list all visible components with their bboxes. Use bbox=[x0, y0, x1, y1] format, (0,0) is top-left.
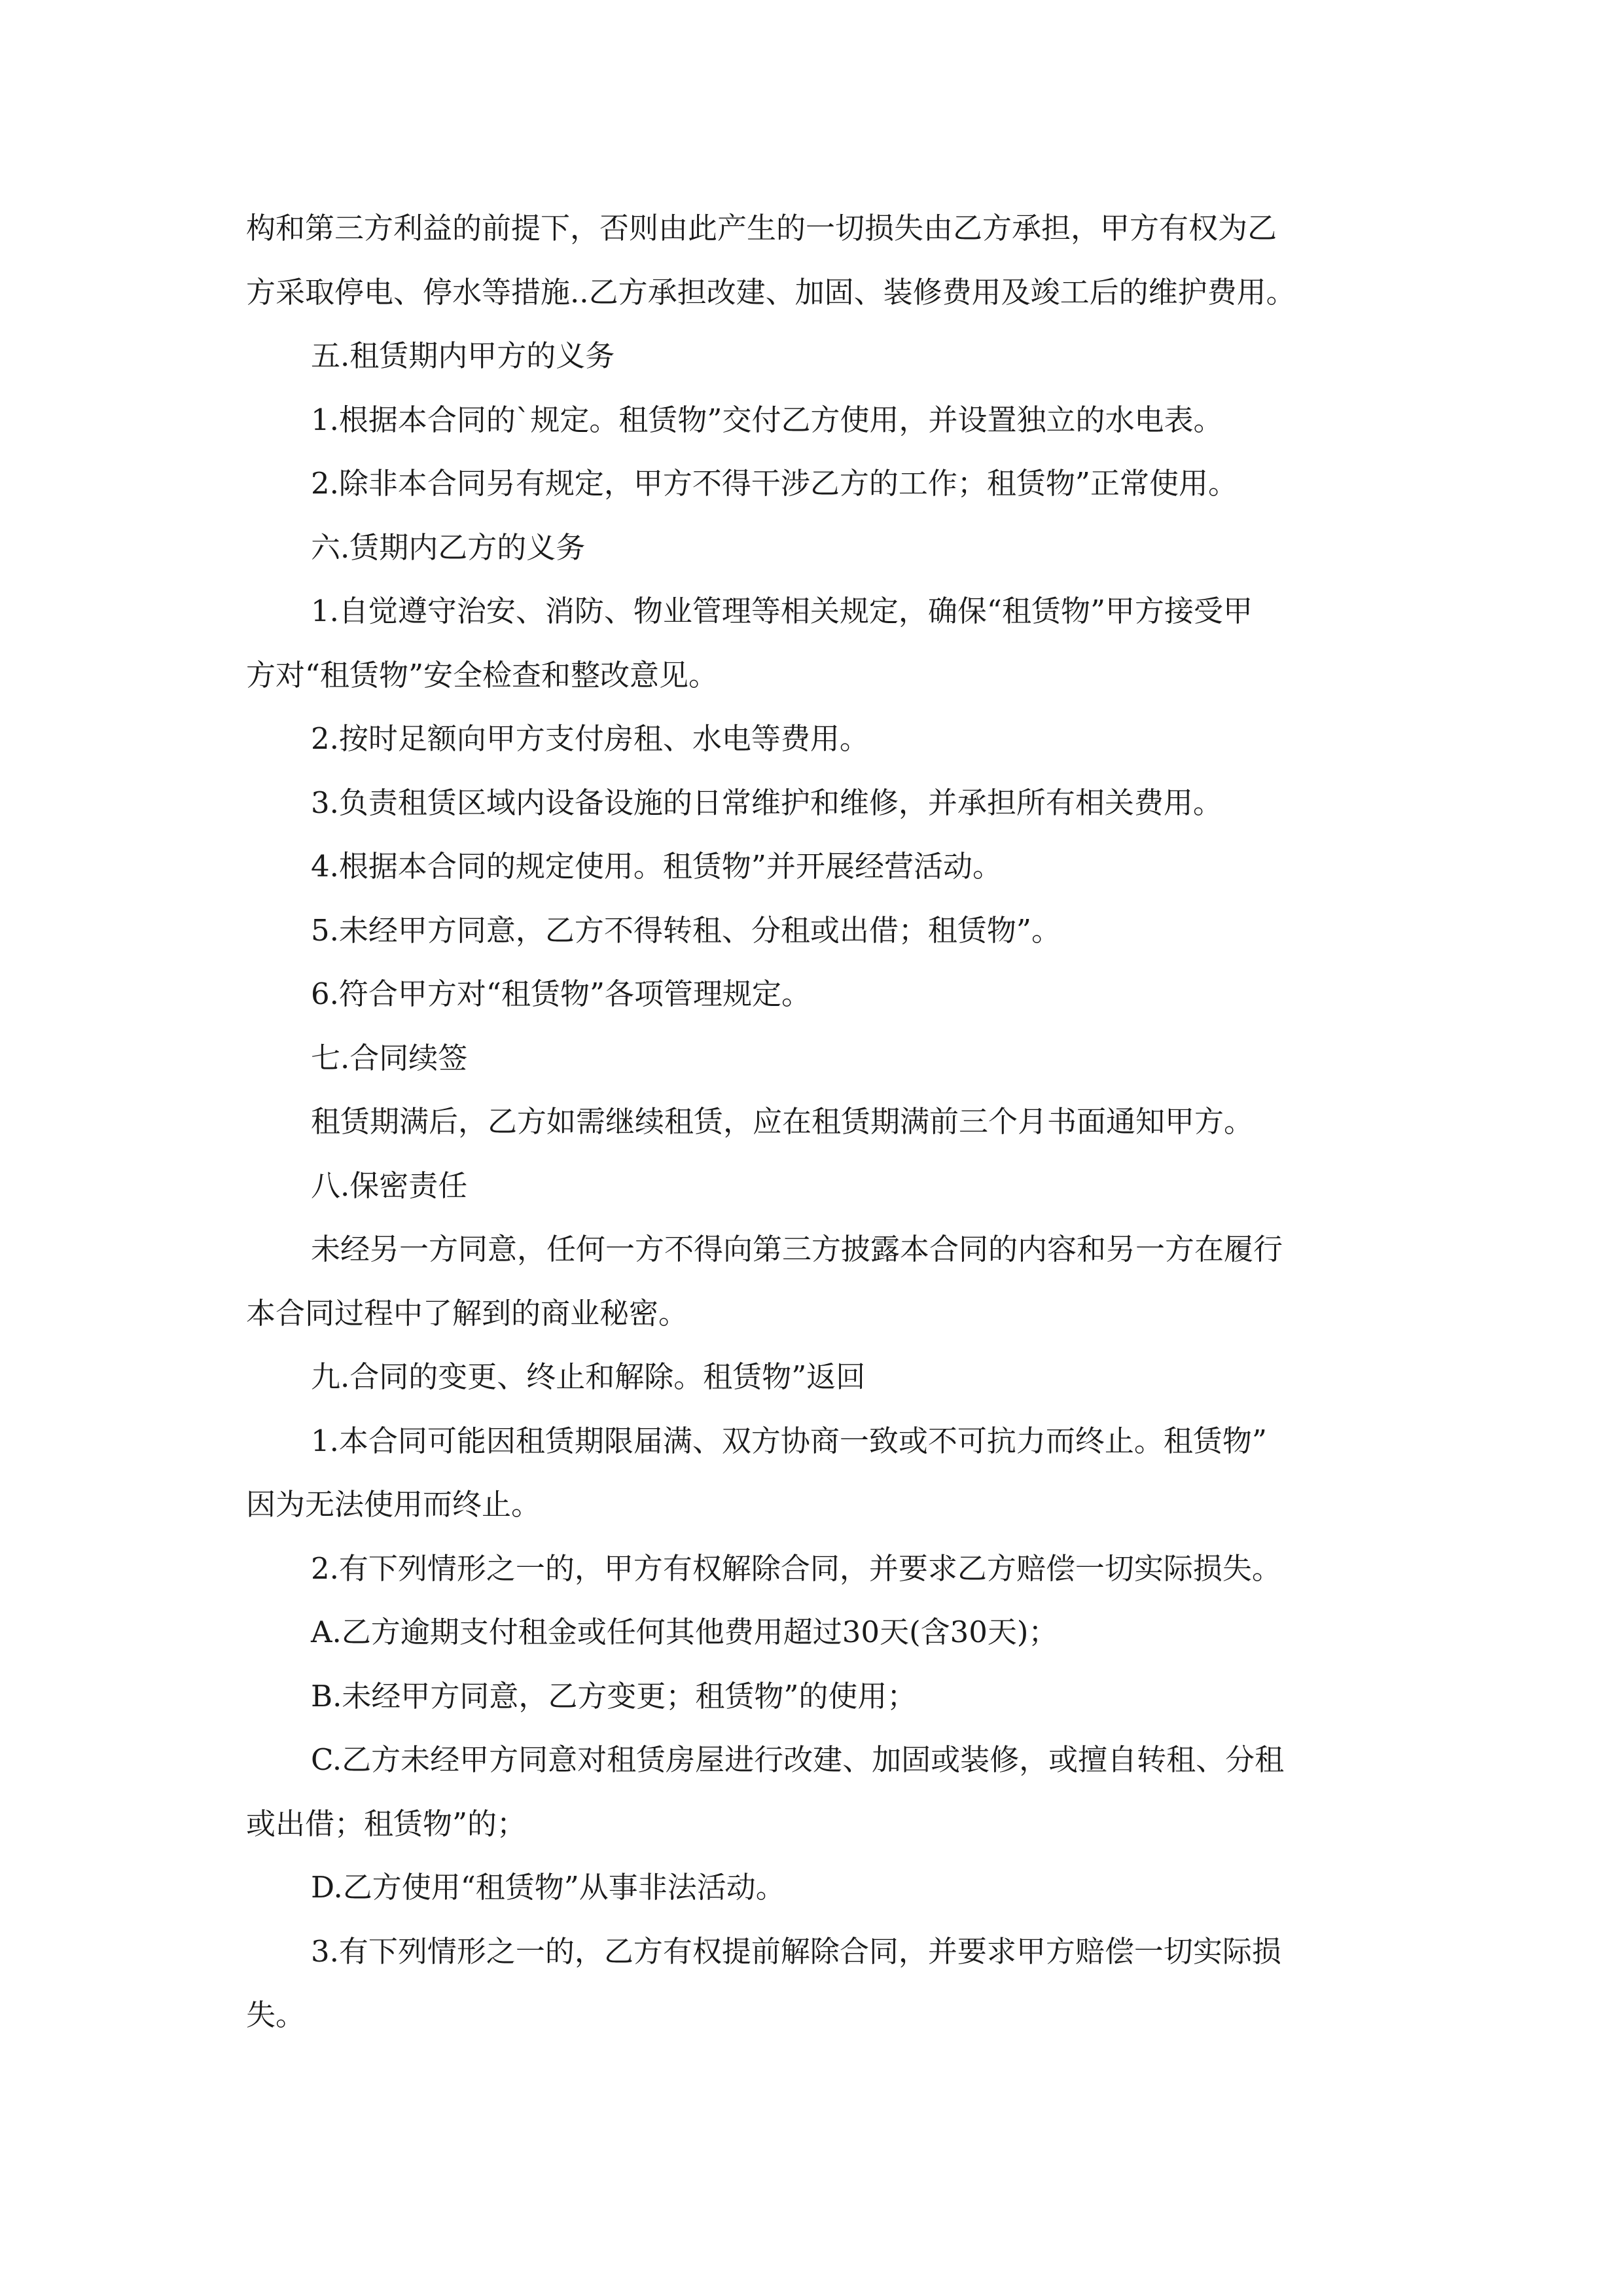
text-line: 1.自觉遵守治安、消防、物业管理等相关规定，确保“租赁物”甲方接受甲 bbox=[311, 594, 1253, 628]
text-line: 六.赁期内乙方的义务 bbox=[311, 529, 586, 565]
text-line: D.乙方使用“租赁物”从事非法活动。 bbox=[311, 1870, 785, 1905]
text-line: 本合同过程中了解到的商业秘密。 bbox=[246, 1295, 688, 1331]
text-line: 八.保密责任 bbox=[311, 1168, 468, 1203]
text-line: 租赁期满后，乙方如需继续租赁，应在租赁期满前三个月书面通知甲方。 bbox=[311, 1104, 1254, 1139]
text-line: 方采取停电、停水等措施..乙方承担改建、加固、装修费用及竣工后的维护费用。 bbox=[246, 274, 1296, 310]
text-line: 未经另一方同意，任何一方不得向第三方披露本合同的内容和另一方在履行 bbox=[311, 1232, 1283, 1266]
text-line: 5.未经甲方同意，乙方不得转租、分租或出借；租赁物”。 bbox=[311, 912, 1061, 948]
text-line: 构和第三方利益的前提下，否则由此产生的一切损失由乙方承担，甲方有权为乙 bbox=[246, 211, 1277, 245]
text-line: C.乙方未经甲方同意对租赁房屋进行改建、加固或装修，或擅自转租、分租 bbox=[311, 1742, 1285, 1777]
document-body bbox=[246, 196, 1398, 2047]
text-line: 1.根据本合同的`规定。租赁物”交付乙方使用，并设置独立的水电表。 bbox=[311, 402, 1223, 437]
text-line: 1.本合同可能因租赁期限届满、双方协商一致或不可抗力而终止。租赁物” bbox=[311, 1423, 1267, 1458]
text-line: 九.合同的变更、终止和解除。租赁物”返回 bbox=[311, 1359, 866, 1394]
text-line: 或出借；租赁物”的； bbox=[246, 1806, 527, 1841]
text-line: 五.租赁期内甲方的义务 bbox=[311, 338, 615, 373]
text-line: A.乙方逾期支付租金或任何其他费用超过30天(含30天)； bbox=[311, 1615, 1058, 1649]
text-line: 6.符合甲方对“租赁物”各项管理规定。 bbox=[311, 977, 811, 1011]
text-line: 2.按时足额向甲方支付房租、水电等费用。 bbox=[311, 721, 869, 756]
text-line: B.未经甲方同意，乙方变更；租赁物”的使用； bbox=[311, 1678, 917, 1713]
text-line: 方对“租赁物”安全检查和整改意见。 bbox=[246, 657, 719, 692]
text-line: 3.有下列情形之一的，乙方有权提前解除合同，并要求甲方赔偿一切实际损 bbox=[311, 1933, 1281, 1969]
text-line: 4.根据本合同的规定使用。租赁物”并开展经营活动。 bbox=[311, 849, 1002, 884]
text-line: 3.负责租赁区域内设备设施的日常维护和维修，并承担所有相关费用。 bbox=[311, 785, 1222, 820]
text-line: 因为无法使用而终止。 bbox=[246, 1487, 541, 1522]
text-line: 七.合同续签 bbox=[311, 1040, 468, 1075]
text-line: 2.除非本合同另有规定，甲方不得干涉乙方的工作；租赁物”正常使用。 bbox=[311, 466, 1238, 501]
text-line: 失。 bbox=[246, 1998, 306, 2032]
text-line: 2.有下列情形之一的，甲方有权解除合同，并要求乙方赔偿一切实际损失。 bbox=[311, 1551, 1281, 1586]
